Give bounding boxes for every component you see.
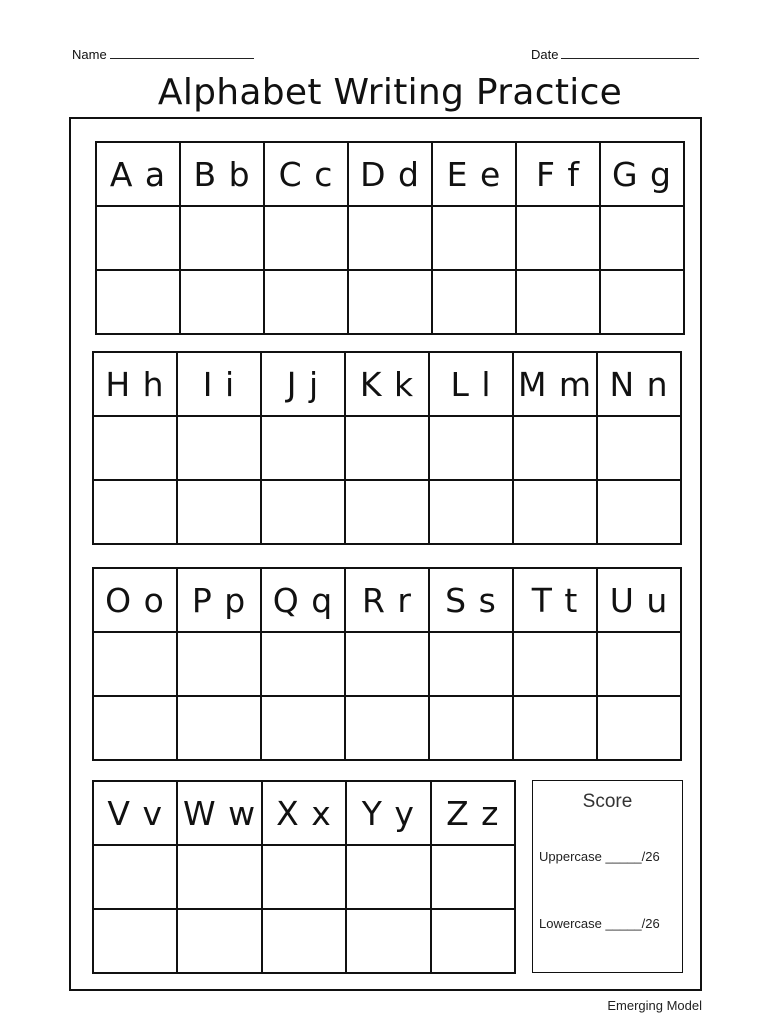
letter-pair-cell: N n — [597, 352, 681, 416]
letter-pair-cell: D d — [348, 142, 432, 206]
letter-pair-cell: O o — [93, 568, 177, 632]
writing-cell[interactable] — [96, 270, 180, 334]
writing-row — [93, 909, 515, 973]
writing-cell[interactable] — [345, 696, 429, 760]
letter-pair-cell: B b — [180, 142, 264, 206]
writing-cell[interactable] — [516, 270, 600, 334]
letter-row — [96, 142, 684, 206]
writing-cell[interactable] — [345, 416, 429, 480]
letter-row — [93, 352, 681, 416]
writing-cell[interactable] — [600, 270, 684, 334]
writing-cell[interactable] — [180, 270, 264, 334]
letter-pair-cell: Q q — [261, 568, 345, 632]
writing-cell[interactable] — [513, 632, 597, 696]
writing-cell[interactable] — [261, 696, 345, 760]
letter-pair-cell: J j — [261, 352, 345, 416]
uppercase-score: Uppercase _____/26 — [539, 849, 660, 864]
page-title: Alphabet Writing Practice — [157, 72, 623, 113]
letter-pair-cell: H h — [93, 352, 177, 416]
date-line[interactable] — [561, 46, 699, 59]
writing-cell[interactable] — [177, 696, 261, 760]
writing-row — [93, 480, 681, 544]
letter-pair-cell: W w — [177, 781, 261, 845]
writing-cell[interactable] — [180, 206, 264, 270]
writing-cell[interactable] — [177, 845, 261, 909]
writing-cell[interactable] — [93, 480, 177, 544]
writing-cell[interactable] — [429, 416, 513, 480]
letter-pair-cell: F f — [516, 142, 600, 206]
name-line[interactable] — [110, 46, 254, 59]
writing-cell[interactable] — [345, 632, 429, 696]
writing-cell[interactable] — [93, 632, 177, 696]
writing-cell[interactable] — [348, 270, 432, 334]
letter-pair-cell: C c — [264, 142, 348, 206]
letter-pair-cell: P p — [177, 568, 261, 632]
writing-cell[interactable] — [513, 696, 597, 760]
writing-row — [96, 206, 684, 270]
writing-cell[interactable] — [429, 696, 513, 760]
writing-cell[interactable] — [513, 480, 597, 544]
writing-cell[interactable] — [93, 845, 177, 909]
writing-cell[interactable] — [177, 909, 261, 973]
letter-row — [93, 781, 515, 845]
writing-cell[interactable] — [597, 480, 681, 544]
writing-cell[interactable] — [429, 480, 513, 544]
letter-grid — [92, 567, 682, 761]
writing-cell[interactable] — [261, 632, 345, 696]
writing-cell[interactable] — [262, 845, 346, 909]
writing-cell[interactable] — [93, 696, 177, 760]
letter-pair-cell: T t — [513, 568, 597, 632]
writing-cell[interactable] — [346, 845, 430, 909]
writing-cell[interactable] — [516, 206, 600, 270]
date-field[interactable] — [531, 46, 699, 62]
writing-cell[interactable] — [345, 480, 429, 544]
letter-grid — [92, 780, 516, 974]
letter-pair-cell: Z z — [431, 781, 515, 845]
writing-cell[interactable] — [597, 632, 681, 696]
writing-row — [93, 632, 681, 696]
writing-cell[interactable] — [597, 416, 681, 480]
letter-row — [93, 568, 681, 632]
footer-credit: Emerging Model — [607, 998, 702, 1013]
writing-cell[interactable] — [261, 416, 345, 480]
writing-cell[interactable] — [431, 909, 515, 973]
letter-pair-cell: I i — [177, 352, 261, 416]
letter-pair-cell: Y y — [346, 781, 430, 845]
writing-cell[interactable] — [432, 270, 516, 334]
score-title: Score — [582, 791, 633, 812]
letter-grid — [92, 351, 682, 545]
letter-pair-cell: E e — [432, 142, 516, 206]
letter-pair-cell: X x — [262, 781, 346, 845]
writing-cell[interactable] — [93, 909, 177, 973]
writing-cell[interactable] — [177, 480, 261, 544]
writing-cell[interactable] — [513, 416, 597, 480]
writing-cell[interactable] — [262, 909, 346, 973]
writing-cell[interactable] — [264, 270, 348, 334]
letter-pair-cell: A a — [96, 142, 180, 206]
writing-cell[interactable] — [429, 632, 513, 696]
writing-cell[interactable] — [600, 206, 684, 270]
score-box — [532, 780, 683, 973]
letter-pair-cell: V v — [93, 781, 177, 845]
writing-cell[interactable] — [597, 696, 681, 760]
writing-row — [93, 416, 681, 480]
name-label: Name — [72, 47, 107, 62]
letter-pair-cell: G g — [600, 142, 684, 206]
writing-row — [96, 270, 684, 334]
writing-cell[interactable] — [346, 909, 430, 973]
writing-cell[interactable] — [96, 206, 180, 270]
writing-cell[interactable] — [261, 480, 345, 544]
lowercase-score: Lowercase _____/26 — [539, 916, 660, 931]
writing-cell[interactable] — [348, 206, 432, 270]
writing-cell[interactable] — [93, 416, 177, 480]
writing-cell[interactable] — [177, 632, 261, 696]
date-label: Date — [531, 47, 559, 62]
writing-row — [93, 696, 681, 760]
letter-pair-cell: K k — [345, 352, 429, 416]
letter-pair-cell: M m — [513, 352, 597, 416]
letter-pair-cell: S s — [429, 568, 513, 632]
letter-pair-cell: U u — [597, 568, 681, 632]
writing-cell[interactable] — [177, 416, 261, 480]
letter-pair-cell: L l — [429, 352, 513, 416]
writing-row — [93, 845, 515, 909]
writing-cell[interactable] — [432, 206, 516, 270]
writing-cell[interactable] — [431, 845, 515, 909]
letter-grid — [95, 141, 685, 335]
name-field[interactable] — [72, 46, 254, 62]
letter-pair-cell: R r — [345, 568, 429, 632]
writing-cell[interactable] — [264, 206, 348, 270]
